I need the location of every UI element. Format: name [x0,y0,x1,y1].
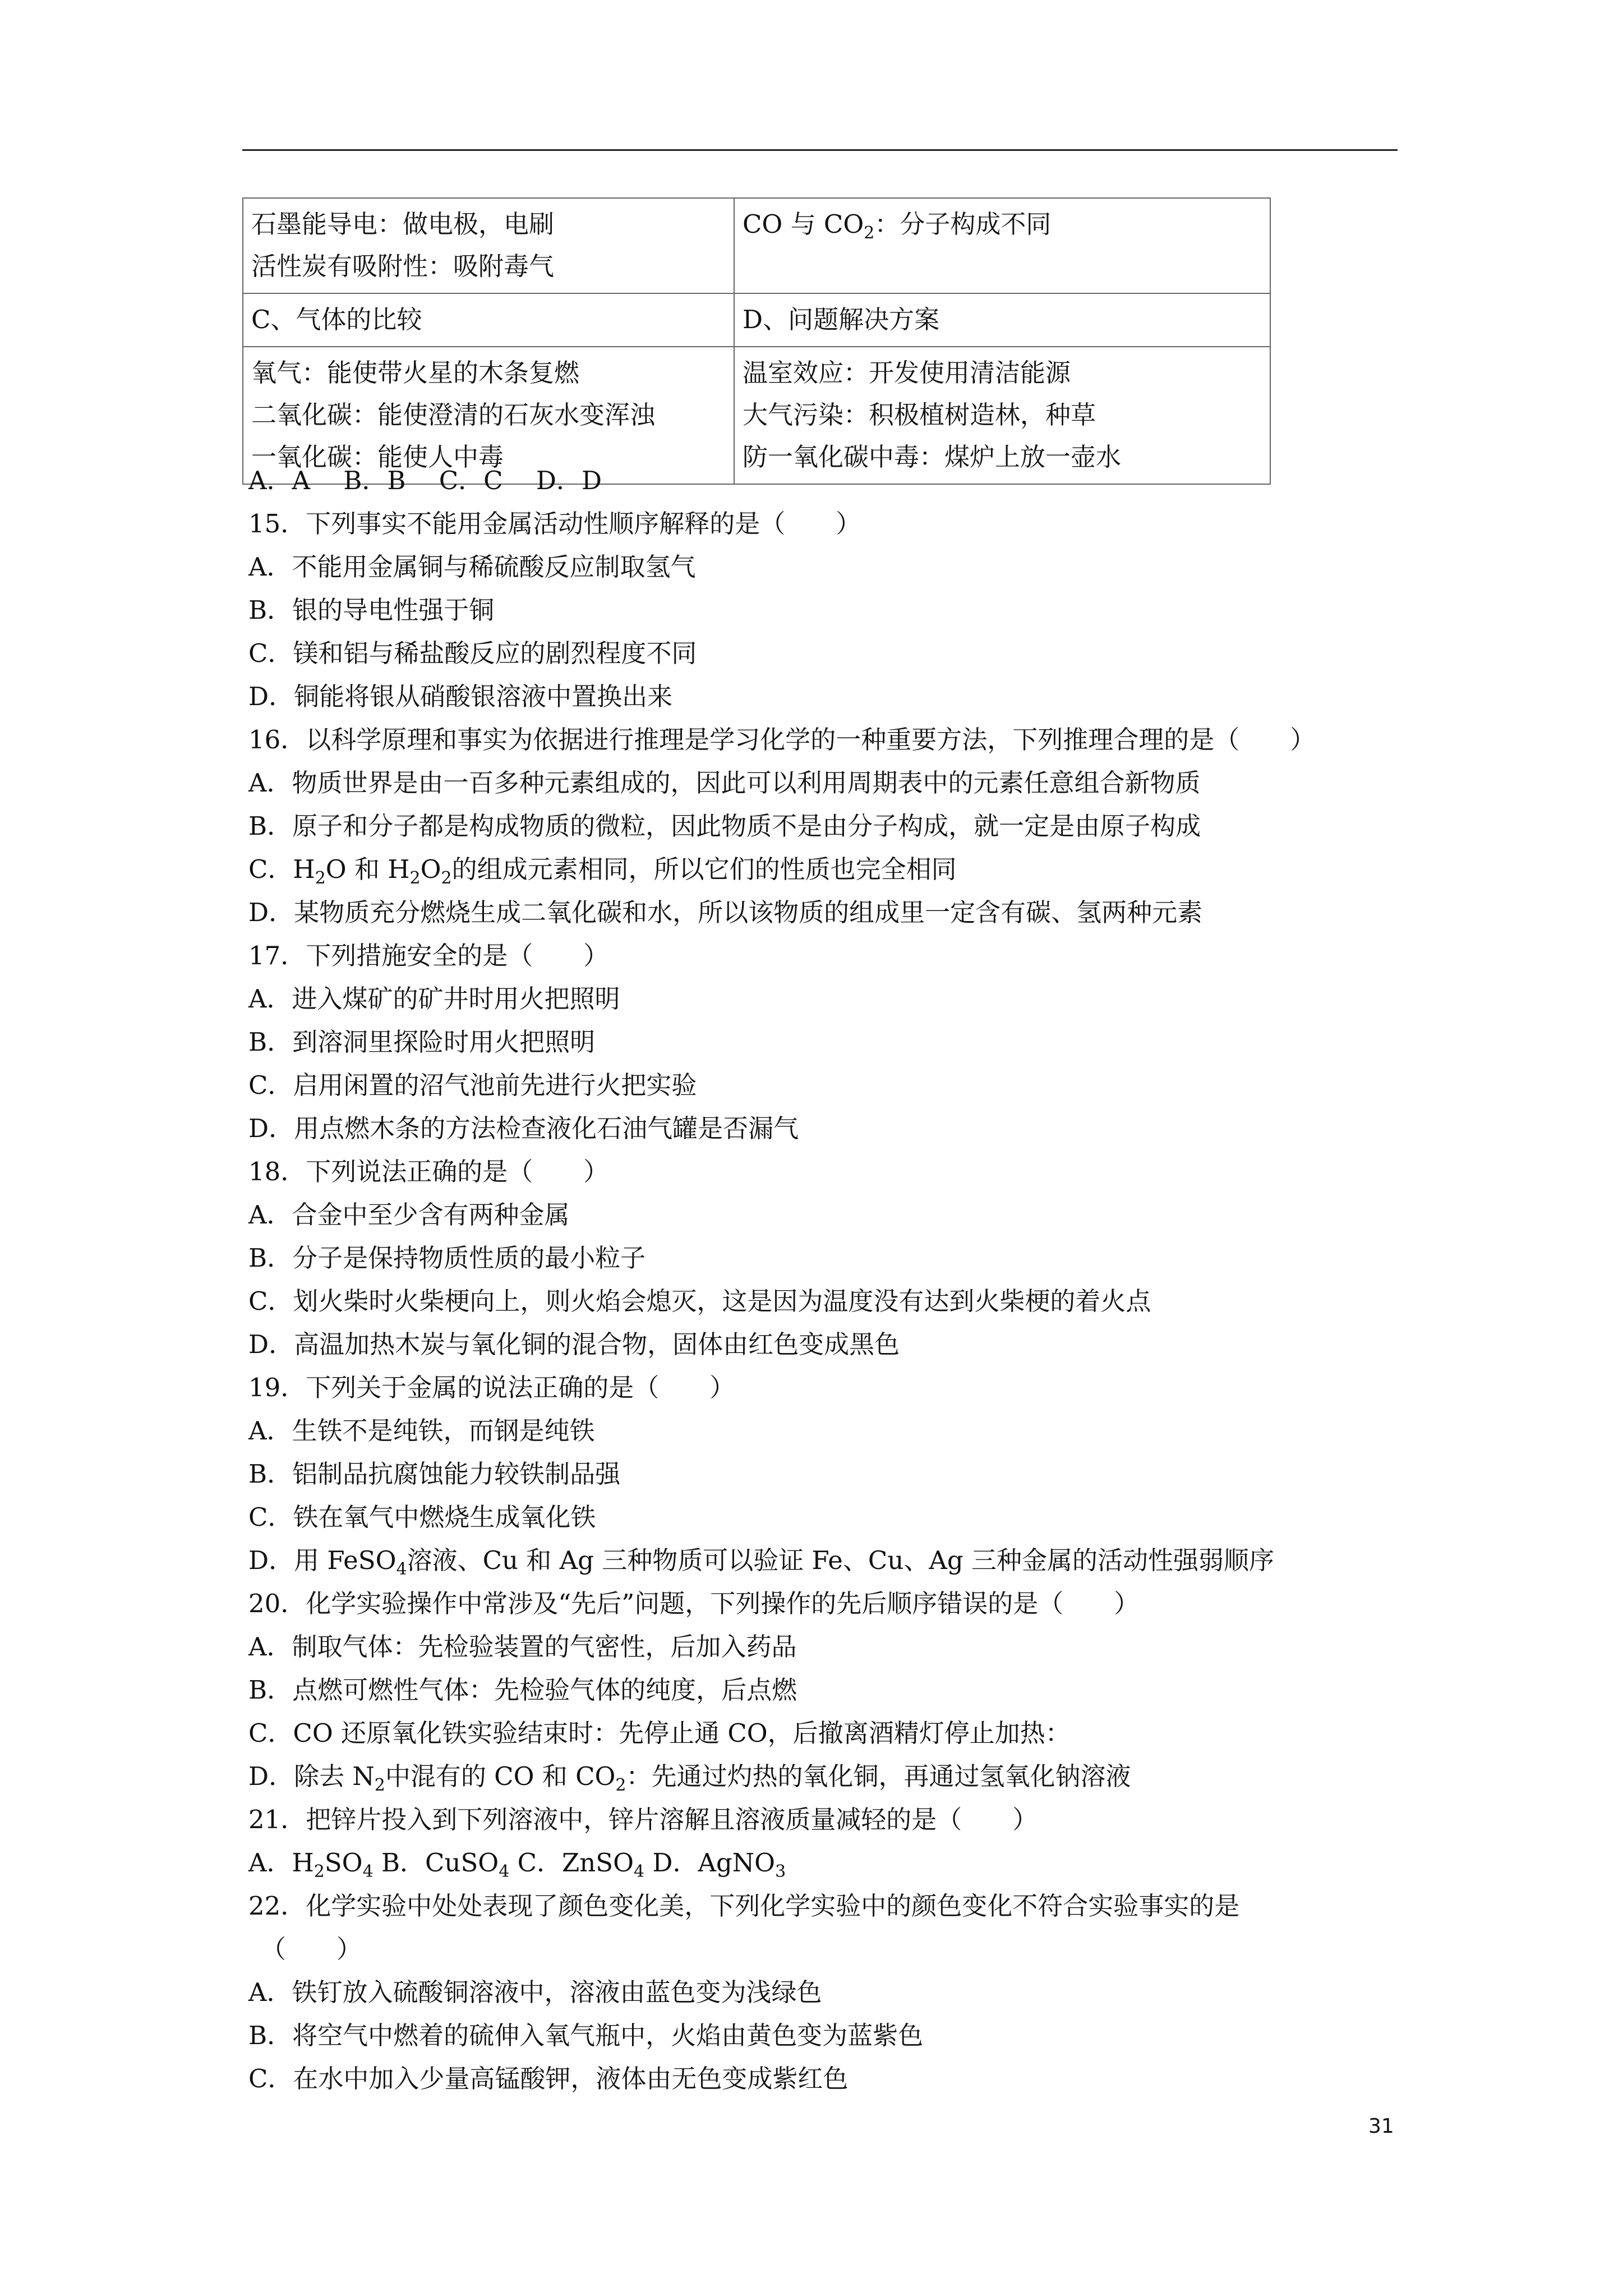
q17-option-c: C．启用闲置的沼气池前先进行火把实验 [248,1070,697,1100]
q18-option-c: C．划火柴时火柴梗向上，则火焰会熄灭，这是因为温度没有达到火柴梗的着火点 [248,1286,1151,1316]
question-body [248,459,1415,2100]
q22-option-a: A．铁钉放入硫酸铜溶液中，溶液由蓝色变为浅绿色 [248,1977,822,2007]
q22-stem: 22．化学实验中处处表现了颜色变化美，下列化学实验中的颜色变化不符合实验事实的是 [248,1891,1240,1921]
q16-option-d: D．某物质充分燃烧生成二氧化碳和水，所以该物质的组成里一定含有碳、氢两种元素 [248,898,1203,927]
q19-stem: 19．下列关于金属的说法正确的是（ ） [248,1373,735,1402]
q17-option-a: A．进入煤矿的矿井时用火把照明 [248,984,620,1014]
table-cell [734,198,1270,293]
comparison-table [242,197,1271,485]
q19-option-a: A．生铁不是纯铁，而钢是纯铁 [248,1416,595,1446]
page-number: 31 [1368,2115,1394,2138]
q18-option-b: B．分子是保持物质性质的最小粒子 [248,1243,646,1273]
cell-line: 温室效应：开发使用清洁能源 [743,358,1071,388]
q19-option-d: D．用 FeSO$_4$溶液、Cu 和 Ag 三种物质可以验证 Fe、Cu、Ag 三种金属的活动性强弱顺序 [248,1545,1274,1579]
q20-stem: 20．化学实验操作中常涉及“先后”问题，下列操作的先后顺序错误的是（ ） [248,1589,1140,1618]
cell-line: 氧气：能使带火星的木条复燃 [251,358,580,388]
cell-line: 二氧化碳：能使澄清的石灰水变浑浊 [251,400,656,430]
q17-stem: 17．下列措施安全的是（ ） [248,941,609,970]
cell-line: 活性炭有吸附性：吸附毒气 [251,251,555,281]
table-cell [243,293,734,347]
q18-stem: 18．下列说法正确的是（ ） [248,1157,609,1186]
cell-line: 防一氧化碳中毒：煤炉上放一壶水 [743,442,1122,472]
table-row [243,293,1270,347]
header-rule [242,149,1398,151]
q20-option-c: C．CO 还原氧化铁实验结束时：先停止通 CO，后撤离酒精灯停止加热： [248,1718,1071,1748]
q16-option-c: C．$H_2O$ 和 $H_2O_2$的组成元素相同，所以它们的性质也完全相同 [248,854,957,888]
q21-options: A．$H_2SO_4$ B．CuSO$_4$ C．ZnSO$_4$ D．AgNO$_3$ [248,1848,786,1881]
q16-stem: 16．以科学原理和事实为依据进行推理是学习化学的一种重要方法，下列推理合理的是（ ） [248,725,1316,754]
q18-option-a: A．合金中至少含有两种金属 [248,1200,570,1230]
q15-option-c: C．镁和铝与稀盐酸反应的剧烈程度不同 [248,638,697,668]
cell-line: 石墨能导电：做电极，电刷 [251,209,555,239]
q14-options: A．A B．B C．C D．D [248,466,602,495]
cell-line: CO 与 $CO_2$：分子构成不同 [743,209,1052,243]
cell-line: 一氧化碳：能使人中毒 [251,442,504,472]
q22-option-c: C．在水中加入少量高锰酸钾，液体由无色变成紫红色 [248,2064,849,2093]
q18-option-d: D．高温加热木炭与氧化铜的混合物，固体由红色变成黑色 [248,1329,900,1359]
cell-line: 大气污染：积极植树造林，种草 [743,400,1096,430]
table-cell [243,198,734,293]
q15-option-d: D．铜能将银从硝酸银溶液中置换出来 [248,682,673,711]
q22-option-b: B．将空气中燃着的硫伸入氧气瓶中，火焰由黄色变为蓝紫色 [248,2021,924,2050]
q15-option-a: A．不能用金属铜与稀硫酸反应制取氢气 [248,552,696,582]
q16-option-b: B．原子和分子都是构成物质的微粒，因此物质不是由分子构成，就一定是由原子构成 [248,811,1201,841]
q15-stem: 15．下列事实不能用金属活动性顺序解释的是（ ） [248,509,861,539]
q17-option-d: D．用点燃木条的方法检查液化石油气罐是否漏气 [248,1114,799,1143]
table-row [243,198,1270,293]
q19-option-b: B．铝制品抗腐蚀能力较铁制品强 [248,1459,621,1489]
q19-option-c: C．铁在氧气中燃烧生成氧化铁 [248,1502,596,1532]
q20-option-b: B．点燃可燃性气体：先检验气体的纯度，后点燃 [248,1675,797,1705]
q22-stem-continued: （ ） [261,1934,362,1964]
q16-option-a: A．物质世界是由一百多种元素组成的，因此可以利用周期表中的元素任意组合新物质 [248,768,1201,798]
q15-option-b: B．银的导电性强于铜 [248,595,495,625]
q20-option-d: D．除去 $N_2$中混有的 CO 和 $CO_2$：先通过灼热的氧化铜，再通过氢氧化钠溶液 [248,1761,1131,1795]
cell-heading: D、问题解决方案 [743,305,940,334]
q21-stem: 21．把锌片投入到下列溶液中，锌片溶解且溶液质量减轻的是（ ） [248,1805,1038,1834]
table-cell [734,293,1270,347]
cell-heading: C、气体的比较 [251,305,422,334]
q20-option-a: A．制取气体：先检验装置的气密性，后加入药品 [248,1632,797,1662]
q17-option-b: B．到溶洞里探险时用火把照明 [248,1027,596,1057]
